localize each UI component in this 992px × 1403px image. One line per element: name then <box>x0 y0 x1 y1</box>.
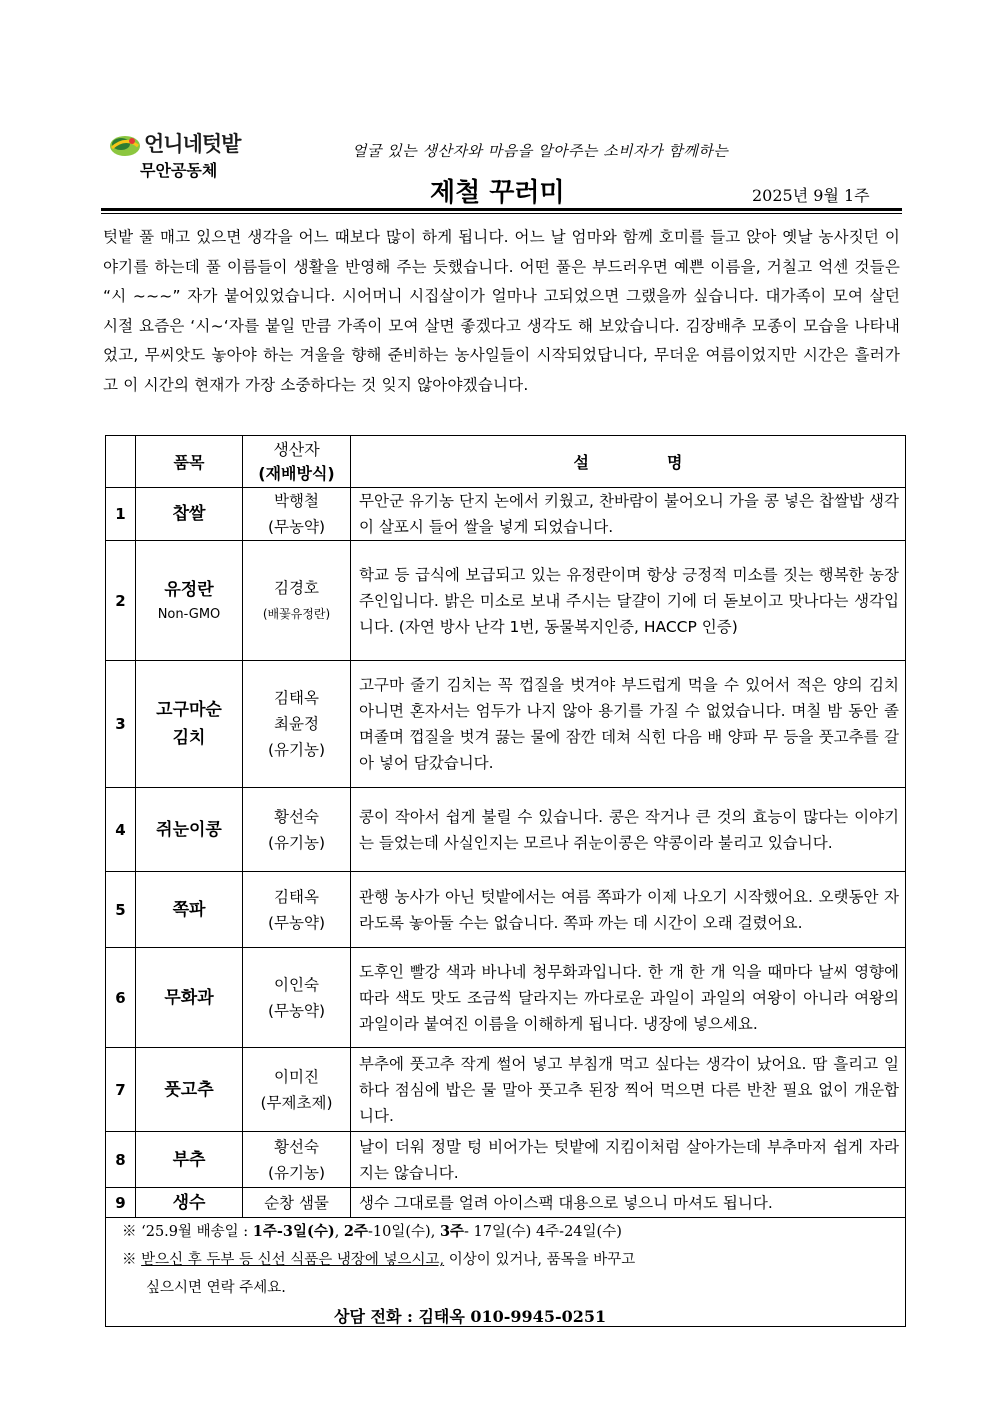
producer-line: (무제초제) <box>260 1093 333 1112</box>
table-row <box>106 1132 906 1188</box>
note-text: 1주-3일(수) <box>252 1223 335 1240</box>
contact-note: 싶으시면 연락 주세요. <box>146 1280 286 1296</box>
note-text: 이상이 있거나, 품목을 바꾸고 <box>444 1252 636 1268</box>
table-row <box>106 661 906 788</box>
item-name-text: 풋고추 <box>164 1079 214 1100</box>
item-description: 생수 그대로를 얼려 아이스팩 대용으로 넣으니 마셔도 됩니다. <box>351 1188 906 1218</box>
item-name <box>136 872 243 948</box>
header-producer-label: 생산자 <box>273 439 320 459</box>
leaf-logo-icon <box>108 132 142 158</box>
row-number: 4 <box>106 788 136 872</box>
producer <box>243 661 351 788</box>
producer <box>243 1132 351 1188</box>
producer <box>243 872 351 948</box>
item-name-text: 고구마순 김치 <box>156 700 222 748</box>
header-item: 품목 <box>136 436 243 488</box>
producer-line: 황선숙 <box>274 807 319 826</box>
item-description: 무안군 유기농 단지 논에서 키웠고, 찬바람이 불어오니 가을 콩 넣은 찹쌀밥 생각이 살포시 들어 쌀을 넣게 되었습니다. <box>351 488 906 541</box>
producer-line: 순창 샘물 <box>264 1193 329 1212</box>
producer <box>243 948 351 1048</box>
producer-line: 이인숙 <box>274 975 319 994</box>
item-name <box>136 1048 243 1132</box>
producer-line: (유기농) <box>267 833 325 852</box>
producer-line: (유기농) <box>267 741 325 759</box>
table-row <box>106 541 906 661</box>
row-number: 3 <box>106 661 136 788</box>
intro-paragraph: 텃밭 풀 매고 있으면 생각을 어느 때보다 많이 하게 됩니다. 어느 날 엄마와 함께 호미를 들고 앉아 옛날 농사짓던 이야기를 하는데 풀 이름들이 생활을 반영해 주는 듯했습니다. 어떤 풀은 부드러우면 예쁜 이름을, 거칠고 억센 것들은 “시 ~~~” 자가 붙어있었습니다. 시어머니 시집살이가 얼마나 고되었으면 그랬을까 싶습니다. 대가족이 모여 살던 시절 요즘은 ‘시~‘자를 붙일 만큼 가족이 모여 살면 좋겠다고 생각도 해 보았습니다. 김장배추 모종이 모습을 나타내었고, 무씨앗도 놓아야 하는 겨울을 향해 준비하는 농사일들이 시작되었답니다, 무더운 여름이었지만 시간은 흘러가고 이 시간의 현재가 가장 소중하다는 것 잊지 않아야겠습니다. <box>103 228 900 394</box>
note-text: - 17일(수) 4주-24일(수) <box>464 1224 622 1240</box>
item-name-text: 쥐눈이콩 <box>156 819 222 840</box>
note-text: -10일(수), <box>368 1224 440 1240</box>
table-row <box>106 488 906 541</box>
item-description: 고구마 줄기 김치는 꼭 껍질을 벗겨야 부드럽게 먹을 수 있어서 적은 양의 김치 아니면 혼자서는 엄두가 나지 않아 용기를 가질 수 없었습니다. 며칠 밤 동안 졸며졸며 껍질을 벗겨 끓는 물에 잠깐 데쳐 식힌 다음 배 양파 무 등을 풋고추를 갈아 넣어 담갔습니다. <box>351 661 906 788</box>
logo-title: 언니네텃밭 <box>144 132 241 156</box>
item-name <box>136 661 243 788</box>
item-description: 부추에 풋고추 작게 썰어 넣고 부침개 먹고 싶다는 생각이 났어요. 땀 흘리고 일하다 점심에 밥은 물 말아 풋고추 된장 찍어 먹으면 다른 반찬 필요 없이 개운합니다. <box>351 1048 906 1132</box>
items-table <box>105 435 906 1218</box>
page-title: 제철 꾸러미 <box>430 178 565 208</box>
item-name <box>136 1132 243 1188</box>
producer-line: 최윤정 <box>274 715 319 733</box>
item-name <box>136 488 243 541</box>
row-number: 9 <box>106 1188 136 1218</box>
divider <box>101 208 902 211</box>
row-number: 8 <box>106 1132 136 1188</box>
producer-line: (배꽃유정란) <box>262 606 331 621</box>
table-row <box>106 948 906 1048</box>
storage-note <box>122 1248 635 1269</box>
notes-box <box>105 1214 906 1327</box>
divider <box>101 213 902 214</box>
note-text: 받으신 후 두부 등 신선 식품은 냉장에 넣으시고, <box>141 1252 445 1268</box>
item-name-text: 유정란 <box>164 579 214 600</box>
producer-line: (무농약) <box>267 518 325 536</box>
row-number: 5 <box>106 872 136 948</box>
note-text: , <box>334 1224 344 1240</box>
row-number: 6 <box>106 948 136 1048</box>
table-row <box>106 872 906 948</box>
note-text: ※ <box>122 1252 142 1268</box>
item-description: 도후인 빨강 색과 바나네 청무화과입니다. 한 개 한 개 익을 때마다 날씨 영향에 따라 색도 맛도 조금씩 달라지는 까다로운 과일이 과일의 여왕이 아니라 여왕의 과일이라 붙여진 이름을 이해하게 됩니다. 냉장에 넣으세요. <box>351 948 906 1048</box>
producer <box>243 541 351 661</box>
item-subtitle: Non-GMO <box>157 606 221 622</box>
item-name <box>136 948 243 1048</box>
row-number: 2 <box>106 541 136 661</box>
producer-line: 이미진 <box>274 1067 319 1086</box>
producer-line: (무농약) <box>267 913 325 932</box>
item-name-text: 부추 <box>172 1149 206 1170</box>
row-number: 7 <box>106 1048 136 1132</box>
table-header-row <box>106 436 906 488</box>
logo-subtitle: 무안공동체 <box>140 161 218 180</box>
note-text: 2주 <box>343 1223 369 1240</box>
producer-line: 박행철 <box>274 492 319 510</box>
item-name <box>136 541 243 661</box>
producer <box>243 1188 351 1218</box>
row-number: 1 <box>106 488 136 541</box>
producer-line: 황선숙 <box>274 1137 319 1156</box>
producer <box>243 488 351 541</box>
item-description: 학교 등 급식에 보급되고 있는 유정란이며 항상 긍정적 미소를 짓는 행복한 농장 주인입니다. 밝은 미소로 보내 주시는 달걀이 기에 더 돋보이고 맛나다는 생각입니다. (자연 방사 난각 1번, 동물복지인증, HACCP 인증) <box>351 541 906 661</box>
header-producer <box>243 436 351 488</box>
item-name-text: 쪽파 <box>172 899 206 920</box>
producer <box>243 788 351 872</box>
item-description: 콩이 작아서 쉽게 불릴 수 있습니다. 콩은 작거나 큰 것의 효능이 많다는 이야기는 들었는데 사실인지는 모르나 쥐눈이콩은 약콩이라 불리고 있습니다. <box>351 788 906 872</box>
item-name-text: 무화과 <box>164 987 214 1008</box>
table-row <box>106 1188 906 1218</box>
table-row <box>106 788 906 872</box>
delivery-schedule <box>122 1220 622 1241</box>
producer-line: 김경호 <box>274 578 319 597</box>
item-description: 관행 농사가 아닌 텃밭에서는 여름 쪽파가 이제 나오기 시작했어요. 오랫동안 자라도록 놓아둘 수는 없습니다. 쪽파 까는 데 시간이 오래 걸렸어요. <box>351 872 906 948</box>
item-name-text: 찹쌀 <box>172 504 206 524</box>
producer-line: (유기농) <box>267 1163 325 1182</box>
item-name-text: 생수 <box>172 1192 206 1213</box>
table-row <box>106 1048 906 1132</box>
note-text: 3주 <box>439 1223 465 1240</box>
producer <box>243 1048 351 1132</box>
issue-date: 2025년 9월 1주 <box>752 186 870 205</box>
header-no <box>106 436 136 488</box>
producer-line: 김태옥 <box>274 689 319 707</box>
header-description: 설 명 <box>351 436 906 488</box>
note-text: ※ ‘25.9월 배송일 : <box>122 1224 253 1240</box>
header-method-label: (재배방식) <box>258 463 335 483</box>
contact-phone: 상담 전화 : 김태옥 010-9945-0251 <box>334 1307 607 1326</box>
item-name <box>136 788 243 872</box>
slogan: 얼굴 있는 생산자와 마음을 알아주는 소비자가 함께하는 <box>352 142 729 160</box>
item-description: 날이 더워 정말 텅 비어가는 텃밭에 지킴이처럼 살아가는데 부추마저 쉽게 자라지는 않습니다. <box>351 1132 906 1188</box>
producer-line: 김태옥 <box>274 887 319 906</box>
logo <box>108 128 268 184</box>
item-name <box>136 1188 243 1218</box>
producer-line: (무농약) <box>267 1001 325 1020</box>
